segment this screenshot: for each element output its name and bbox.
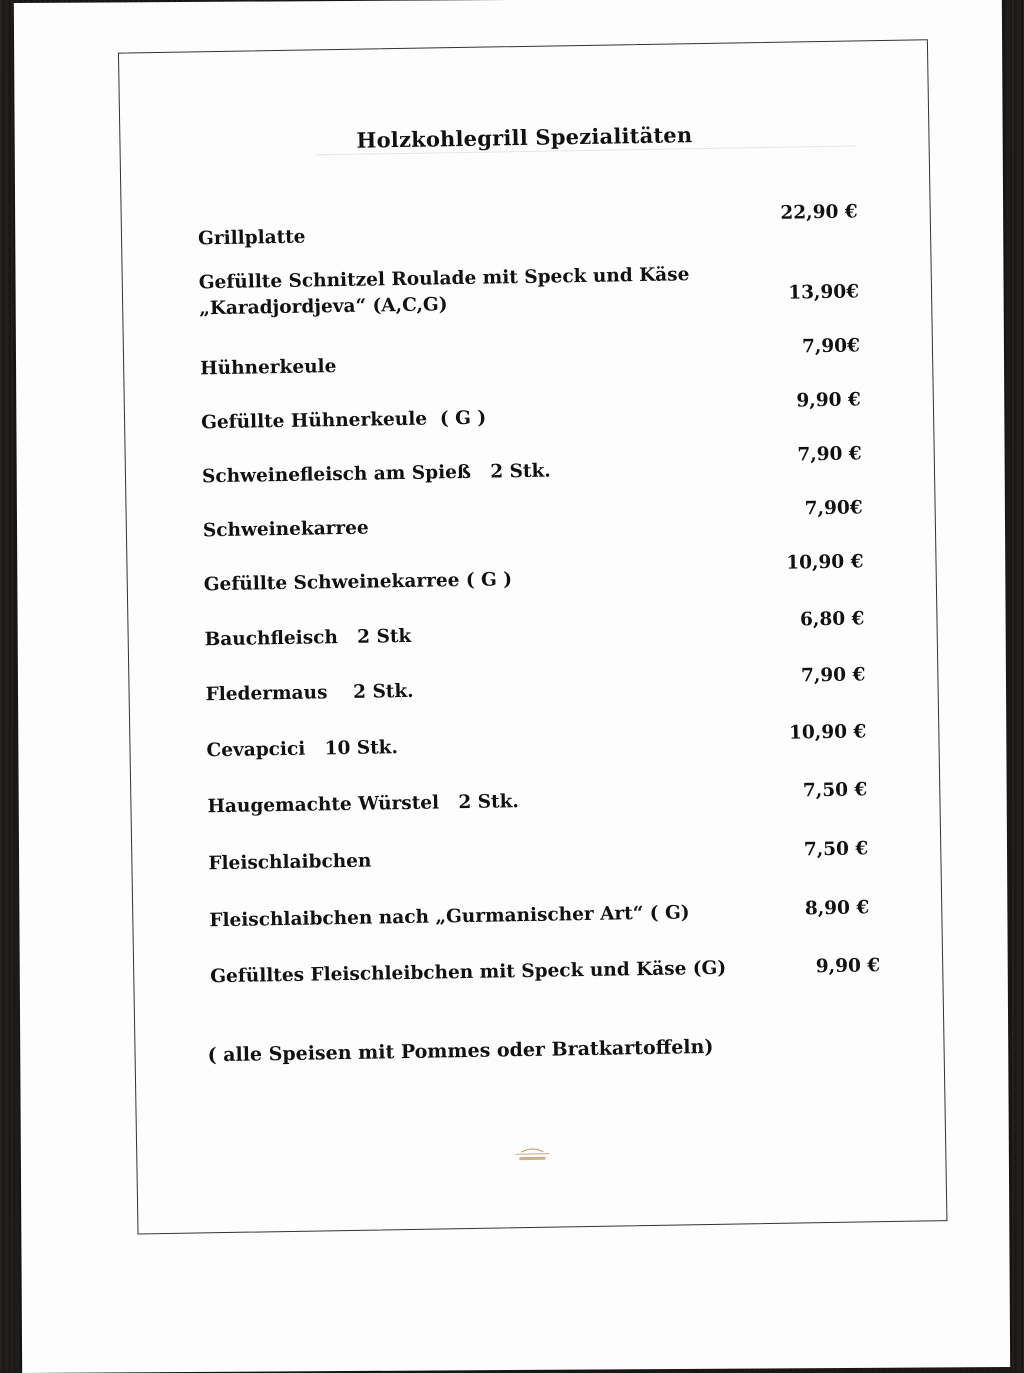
item-price: 7,50 € xyxy=(803,838,869,861)
item-price: 6,80 € xyxy=(799,608,865,631)
item-price: 7,90 € xyxy=(797,443,862,466)
menu-item-schweinekarree xyxy=(202,497,863,542)
item-price: 7,50 € xyxy=(802,779,868,802)
menu-item-schnitzel-roulade xyxy=(198,259,860,320)
menu-item-huehnerkeule xyxy=(200,335,861,380)
item-name: Bauchfleisch 2 Stk xyxy=(204,625,412,651)
item-name: Fledermaus 2 Stk. xyxy=(205,680,414,706)
item-name: Gefüllte Schnitzel Roulade mit Speck und Käse xyxy=(198,264,690,294)
restaurant-logo-icon xyxy=(509,1145,555,1164)
item-price: 8,90 € xyxy=(804,897,870,920)
item-name-line2: „Karadjordjeva“ (A,C,G) xyxy=(199,294,448,320)
item-name: Grillplatte xyxy=(197,226,306,250)
item-price: 7,90€ xyxy=(804,497,863,520)
item-name: Gefüllte Schweinekarree ( G ) xyxy=(203,569,513,596)
item-name: Schweinekarree xyxy=(202,517,369,542)
item-price: 22,90 € xyxy=(780,201,858,224)
menu-item-gefuellte-schweinekarree xyxy=(203,551,864,596)
item-price: 9,90 € xyxy=(796,389,861,412)
menu-item-cevapcici xyxy=(206,721,867,762)
item-price: 10,90 € xyxy=(788,721,867,744)
side-dish-note: ( alle Speisen mit Pommes oder Bratkartoffeln) xyxy=(207,1035,714,1067)
menu-item-fleischlaibchen-gurmanisch xyxy=(209,897,870,932)
item-name: Gefüllte Hühnerkeule ( G ) xyxy=(200,407,487,434)
menu-item-grillplatte xyxy=(197,201,858,250)
item-price: 9,90 € xyxy=(815,955,881,978)
item-price: 10,90 € xyxy=(786,551,864,574)
item-price: 13,90€ xyxy=(788,281,860,304)
item-price: 7,90 € xyxy=(800,664,866,687)
item-name: Fleischlaibchen nach „Gurmanischer Art“ ( G) xyxy=(209,902,690,932)
item-name: Gefülltes Fleischleibchen mit Speck und Käse (G) xyxy=(210,957,727,988)
menu-item-bauchfleisch xyxy=(204,608,865,651)
item-name: Cevapcici 10 Stk. xyxy=(206,737,399,762)
item-name: Schweinefleisch am Spieß 2 Stk. xyxy=(201,460,551,488)
item-name: Hühnerkeule xyxy=(200,356,337,380)
menu-title: Holzkohlegrill Spezialitäten xyxy=(356,122,693,153)
menu-item-wuerstel xyxy=(207,779,868,818)
menu-item-fleischlaibchen xyxy=(208,838,869,875)
item-name: Haugemachte Würstel 2 Stk. xyxy=(207,791,520,818)
item-name: Fleischlaibchen xyxy=(208,850,372,875)
menu-item-schweinefleisch-spiess xyxy=(201,443,862,488)
menu-item-gefuellte-huehnerkeule xyxy=(200,389,861,434)
menu-item-fledermaus xyxy=(205,664,866,706)
menu-sheet xyxy=(14,0,1010,1373)
menu-item-gefuelltes-fleischleibchen xyxy=(210,953,881,988)
item-price: 7,90€ xyxy=(801,335,861,358)
menu-frame xyxy=(118,39,947,1234)
